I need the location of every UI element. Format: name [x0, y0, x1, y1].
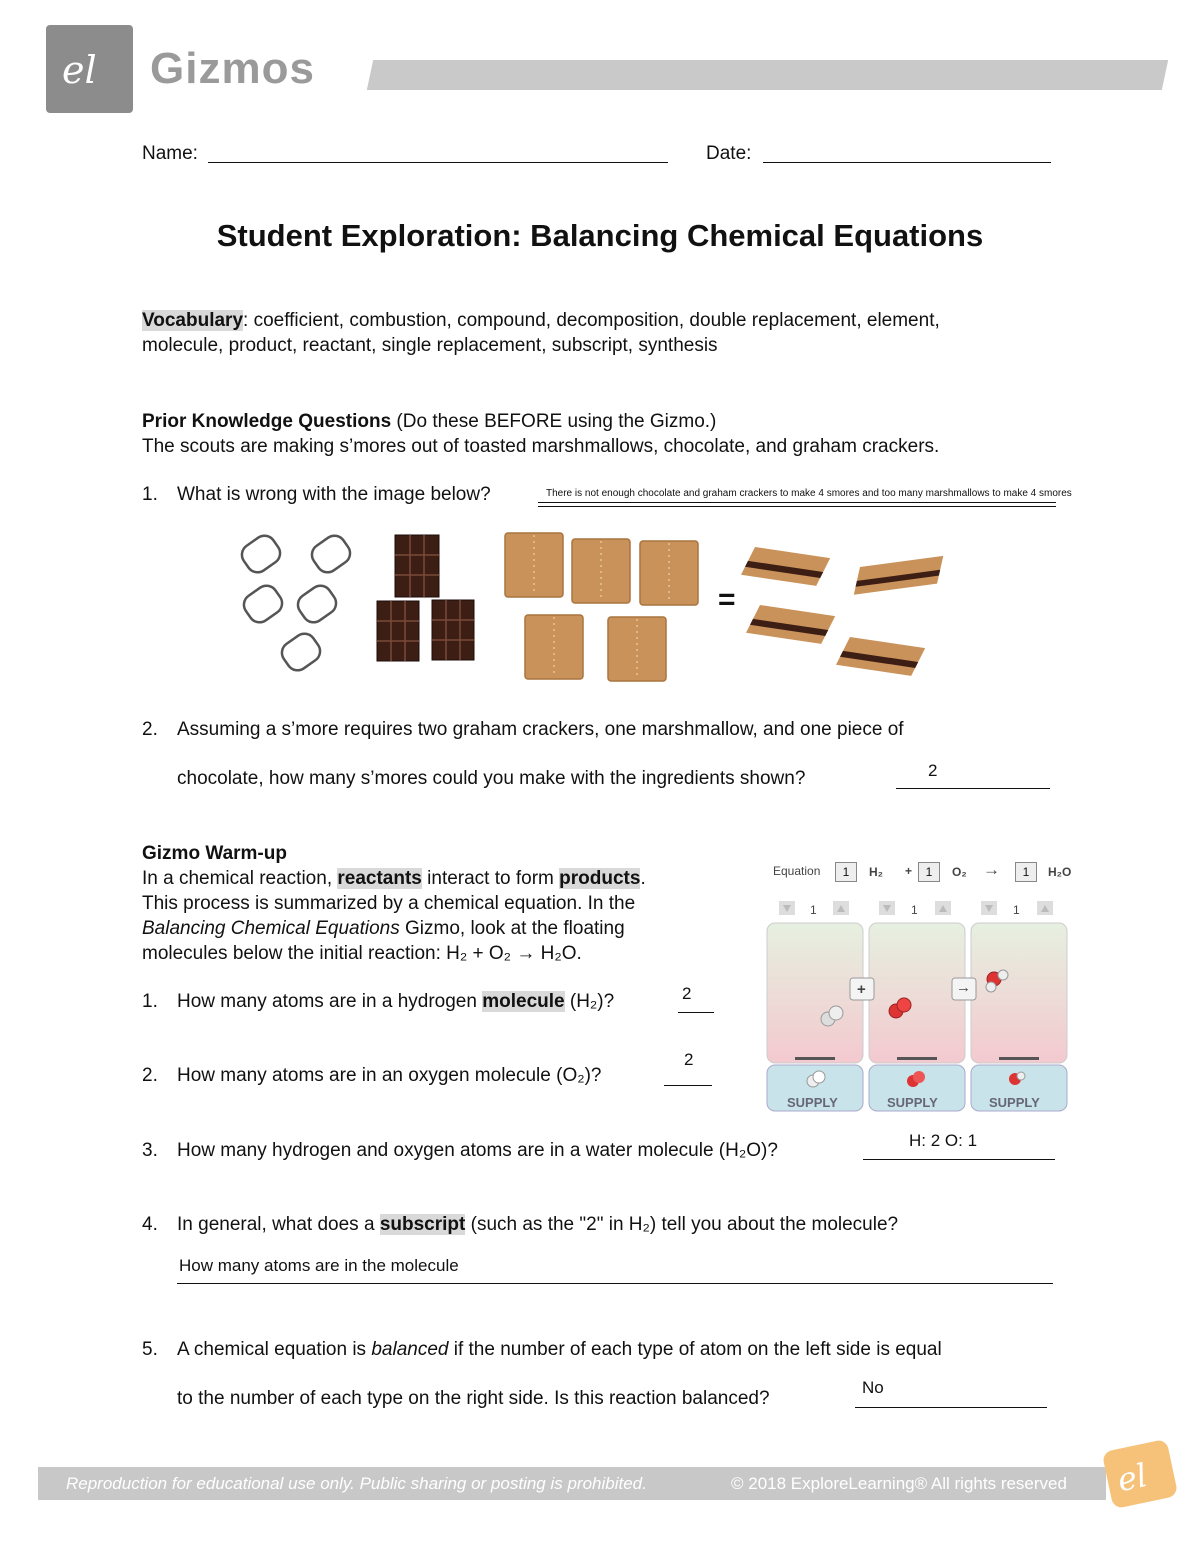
- reactant-panel-o2: [869, 923, 965, 1063]
- prior-q2-number: 2.: [142, 719, 158, 740]
- prior-q2-text-2: chocolate, how many s’mores could you make with the ingredients shown?: [177, 768, 806, 789]
- prior-q1-text: What is wrong with the image below?: [177, 484, 491, 505]
- gizmo-simulation-screenshot: [765, 855, 1075, 1115]
- warmup-q3-text: How many hydrogen and oxygen atoms are in a water molecule (H₂O)?: [177, 1140, 778, 1161]
- prior-q2-line: [896, 788, 1050, 789]
- warmup-text: .: [640, 868, 646, 889]
- product-panel-h2o: [971, 923, 1067, 1063]
- prior-q2-text: Assuming a s’more requires two graham crackers, one marshmallow, and one piece of: [177, 719, 904, 740]
- warmup-q5-answer[interactable]: No: [862, 1378, 884, 1397]
- prior-note: (Do these BEFORE using the Gizmo.): [391, 411, 717, 432]
- coefficient-box-o2[interactable]: 1: [918, 862, 940, 882]
- footer-logo-icon: [1102, 1439, 1179, 1509]
- footer-copyright: © 2018 ExploreLearning® All rights reserved: [731, 1474, 1067, 1493]
- marshmallow-icons: [238, 531, 355, 674]
- warmup-q5-number: 5.: [142, 1339, 158, 1360]
- coefficient-box-h2o[interactable]: 1: [1015, 862, 1037, 882]
- reactants-term: reactants: [337, 868, 422, 889]
- explorelearning-logo: [46, 25, 133, 113]
- warmup-q1-text: How many atoms are in a hydrogen molecule (H₂)?: [177, 991, 615, 1012]
- warmup-q1-number: 1.: [142, 991, 158, 1012]
- header-bar: [367, 60, 1168, 90]
- prior-heading: Prior Knowledge Questions: [142, 411, 392, 432]
- warmup-heading: Gizmo Warm-up: [142, 843, 287, 864]
- warmup-text: molecules below the initial reaction: H₂ + O₂ → H₂O.: [142, 943, 582, 964]
- prior-knowledge-section: [142, 409, 1092, 459]
- warmup-q2-number: 2.: [142, 1065, 158, 1086]
- products-term: products: [559, 868, 641, 889]
- count-h2o: 1: [1013, 903, 1020, 917]
- brand-name: Gizmos: [150, 44, 315, 93]
- plus-sign: +: [905, 864, 913, 878]
- graham-cracker-icons: [505, 533, 698, 681]
- warmup-q4-text: In general, what does a subscript (such as the "2" in H₂) tell you about the molecule?: [177, 1214, 899, 1235]
- name-field[interactable]: [208, 162, 668, 163]
- date-field[interactable]: [763, 162, 1051, 163]
- prior-q1-answer[interactable]: There is not enough chocolate and graham crackers to make 4 smores and too many marshmallows to make 4 smores: [546, 488, 1072, 499]
- count-h2: 1: [810, 903, 817, 917]
- equals-sign: =: [718, 583, 736, 616]
- svg-text:el: el: [62, 48, 97, 91]
- supply-label-2[interactable]: SUPPLY: [887, 1095, 938, 1110]
- prior-q1-line-2: [538, 506, 1056, 507]
- reactant-panel-h2: [767, 923, 863, 1063]
- equation-label: Equation: [773, 864, 821, 878]
- warmup-q5-text: A chemical equation is balanced if the number of each type of atom on the left side is equal: [177, 1339, 942, 1360]
- reaction-arrow: →: [983, 860, 1000, 879]
- warmup-q4-line: [177, 1283, 1053, 1284]
- warmup-text: Gizmo, look at the floating: [399, 918, 625, 939]
- formula-o2: O₂: [952, 865, 967, 879]
- warmup-section: [142, 841, 742, 966]
- svg-text:el: el: [1113, 1456, 1151, 1500]
- subscript-term: subscript: [379, 1214, 466, 1235]
- chocolate-icons: [377, 535, 474, 661]
- footer-disclaimer: Reproduction for educational use only. Public sharing or posting is prohibited.: [66, 1474, 647, 1493]
- warmup-q2-line: [664, 1085, 712, 1086]
- prior-intro: The scouts are making s’mores out of toasted marshmallows, chocolate, and graham crackers.: [142, 436, 940, 457]
- name-label: Name:: [142, 143, 198, 164]
- footer-bar: [38, 1467, 1106, 1500]
- coefficient-box-h2[interactable]: 1: [835, 862, 857, 882]
- vocabulary-terms: : coefficient, combustion, compound, decomposition, double replacement, element,: [243, 310, 940, 331]
- warmup-q1-answer[interactable]: 2: [682, 984, 692, 1003]
- vocabulary-label: Vocabulary: [142, 310, 244, 331]
- warmup-q4-answer[interactable]: How many atoms are in the molecule: [179, 1256, 459, 1275]
- arrow-operator: →: [956, 979, 971, 996]
- warmup-text: This process is summarized by a chemical equation. In the: [142, 893, 636, 914]
- formula-h2o: H₂O: [1048, 865, 1072, 879]
- warmup-q3-answer[interactable]: H: 2 O: 1: [909, 1131, 978, 1150]
- supply-label-1[interactable]: SUPPLY: [787, 1095, 838, 1110]
- plus-operator: +: [857, 981, 866, 998]
- warmup-q2-text: How many atoms are in an oxygen molecule (O₂)?: [177, 1065, 602, 1086]
- warmup-text: interact to form: [421, 868, 560, 889]
- warmup-q3-line: [863, 1159, 1055, 1160]
- gizmo-name: Balancing Chemical Equations: [142, 918, 400, 939]
- warmup-q4-number: 4.: [142, 1214, 158, 1235]
- warmup-text: In a chemical reaction,: [142, 868, 338, 889]
- formula-h2: H₂: [869, 865, 883, 879]
- smores-illustration: [235, 525, 965, 690]
- warmup-q3-number: 3.: [142, 1140, 158, 1161]
- prior-q1-number: 1.: [142, 484, 158, 505]
- prior-q1-line: [538, 502, 1056, 503]
- prior-q2-answer[interactable]: 2: [928, 761, 938, 780]
- warmup-q5-text-2: to the number of each type on the right side. Is this reaction balanced?: [177, 1388, 770, 1409]
- smore-icons: [741, 547, 943, 676]
- page-title: Student Exploration: Balancing Chemical Equations: [216, 218, 984, 253]
- date-label: Date:: [706, 143, 752, 164]
- warmup-q1-line: [678, 1012, 714, 1013]
- molecule-term: molecule: [482, 991, 565, 1012]
- vocabulary-terms-2: molecule, product, reactant, single replacement, subscript, synthesis: [142, 335, 718, 356]
- vocabulary-section: [142, 308, 1092, 358]
- warmup-q5-line: [855, 1407, 1047, 1408]
- supply-label-3[interactable]: SUPPLY: [989, 1095, 1040, 1110]
- count-o2: 1: [911, 903, 918, 917]
- warmup-q2-answer[interactable]: 2: [684, 1050, 694, 1069]
